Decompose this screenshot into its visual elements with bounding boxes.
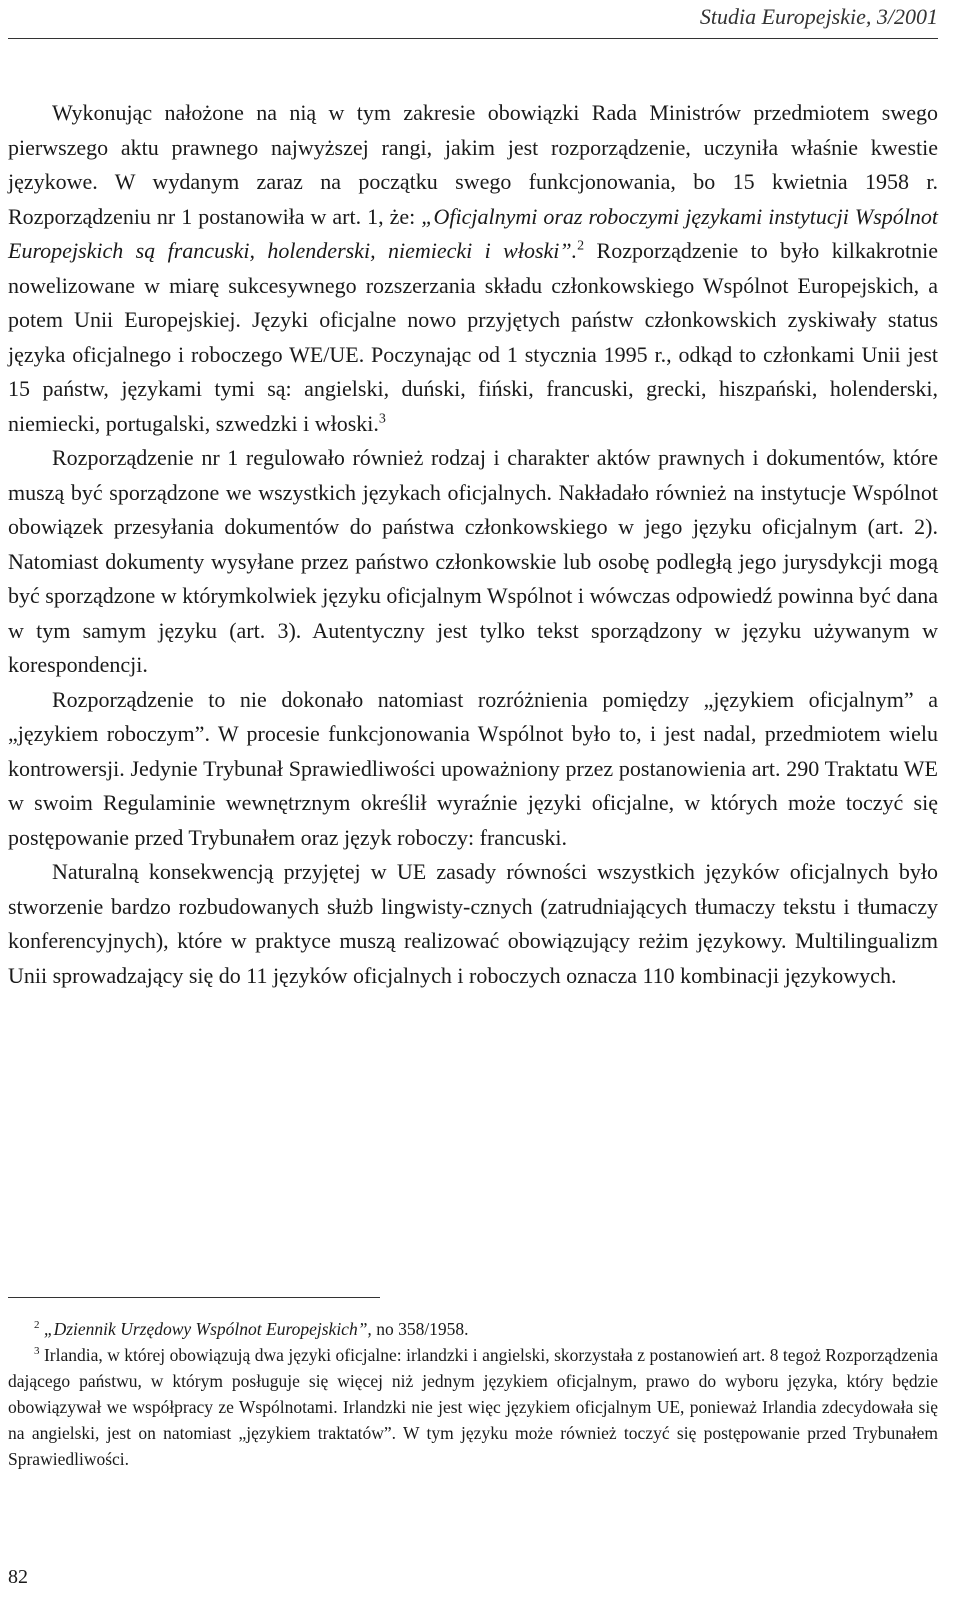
footnote-2 [8,1316,938,1342]
footnote-3-number: 3 [34,1345,40,1358]
paragraph-1-text-b: Rozporządzenie to było kilkakrotnie nowelizowane w miarę sukcesywnego rozszerzania składu członkowskiego Wspólnot Europejskich, a potem Unii Europejskiej. Języki oficjalne nowo przyjętych państw członkowskich zyskiwały status języka oficjalnego i roboczego WE/UE. Poczynając od 1 stycznia 1995 r., odkąd to członkami Unii jest 15 państw, językami tymi są: angielski, duński, fiński, francuski, grecki, hiszpański, holenderski, niemiecki, portugalski, szwedzki i włoski. [8,238,938,436]
footnotes [8,1316,938,1472]
footnote-2-number: 2 [34,1319,40,1332]
footnote-3-text: Irlandia, w której obowiązują dwa języki oficjalne: irlandzki i angielski, skorzystała z postanowień art. 8 tegoż Rozporządzenia dającego państwu, w którym posługuje się więcej niż jednym językiem oficjalnym, prawo do wyboru języka, który będzie obowiązywał we współpracy ze Wspólnotami. Irlandzki nie jest więc językiem oficjalnym UE, ponieważ Irlandia zdecydowała się na angielski, jest on natomiast „językiem traktatów”. W tym języku może również toczyć się postępowanie przed Trybunałem Sprawiedliwości. [8,1345,938,1469]
paragraph-4: Naturalną konsekwencją przyjętej w UE zasady równości wszystkich języków oficjalnych było stworzenie bardzo rozbudowanych służb lingwisty-cznych (zatrudniających tłumaczy tekstu i tłumaczy konferencyjnych), które w praktyce muszą realizować obowiązujący reżim językowy. Multilingualizm Unii sprowadzający się do 11 języków oficjalnych i roboczych oznacza 110 kombinacji językowych. [8,859,938,988]
paragraph-3: Rozporządzenie to nie dokonało natomiast rozróżnienia pomiędzy „językiem oficjalnym” a „językiem roboczym”. W procesie funkcjonowania Wspólnot było to, i jest nadal, przedmiotem wielu kontrowersji. Jedynie Trybunał Sprawiedliwości upoważniony przez postanowienia art. 290 Traktatu WE w swoim Regulaminie wewnętrznym określił wyraźnie języki oficjalne, w których może toczyć się postępowanie przed Trybunałem oraz język roboczy: francuski. [8,686,938,850]
footnote-divider [8,1297,380,1298]
page-number: 82 [8,1566,28,1588]
footnote-2-title: „Dziennik Urzędowy Wspólnot Europejskich”, [43,1319,372,1339]
running-header: Studia Europejskie, 3/2001 [699,4,938,29]
footnote-3 [8,1342,938,1472]
header-divider [8,38,938,39]
footnote-2-rest: no 358/1958. [371,1319,469,1339]
paragraph-1-text-a: Wykonując nałożone na nią w tym zakresie obowiązki Rada Ministrów przedmiotem swego pierwszego aktu prawnego najwyższej rangi, jakim jest rozporządzenie, uczyniła właśnie kwestie językowe. W wydanym zaraz na początku swego funkcjonowania, bo 15 kwietnia 1958 r. Rozporządzeniu nr 1 postanowiła w art. 1, że: [8,100,938,229]
paragraph-2: Rozporządzenie nr 1 regulowało również rodzaj i charakter aktów prawnych i dokumentów, które muszą być sporządzone we wszystkich językach oficjalnych. Nakładało również na instytucje Wspólnot obowiązek przesyłania dokumentów do państwa członkowskiego w jego języku oficjalnym (art. 2). Natomiast dokumenty wysyłane przez państwo członkowskie lub osobę podległą jego jurysdykcji mogą być sporządzone w którymkolwiek języku oficjalnym Wspólnot i wówczas odpowiedź powinna być dana w tym samym języku (art. 3). Autentyczny jest tylko tekst sporządzony w języku używanym w korespondencji. [8,445,938,677]
main-text [8,96,938,993]
regulation-quote: „Oficjalnymi oraz roboczymi językami instytucji Wspólnot Europejskich są francuski, holenderski, niemiecki i włoski”. [8,203,939,263]
paragraph-1 [8,96,938,441]
footnote-ref-3[interactable]: 3 [378,411,386,427]
footnote-ref-2[interactable]: 2 [577,238,585,254]
